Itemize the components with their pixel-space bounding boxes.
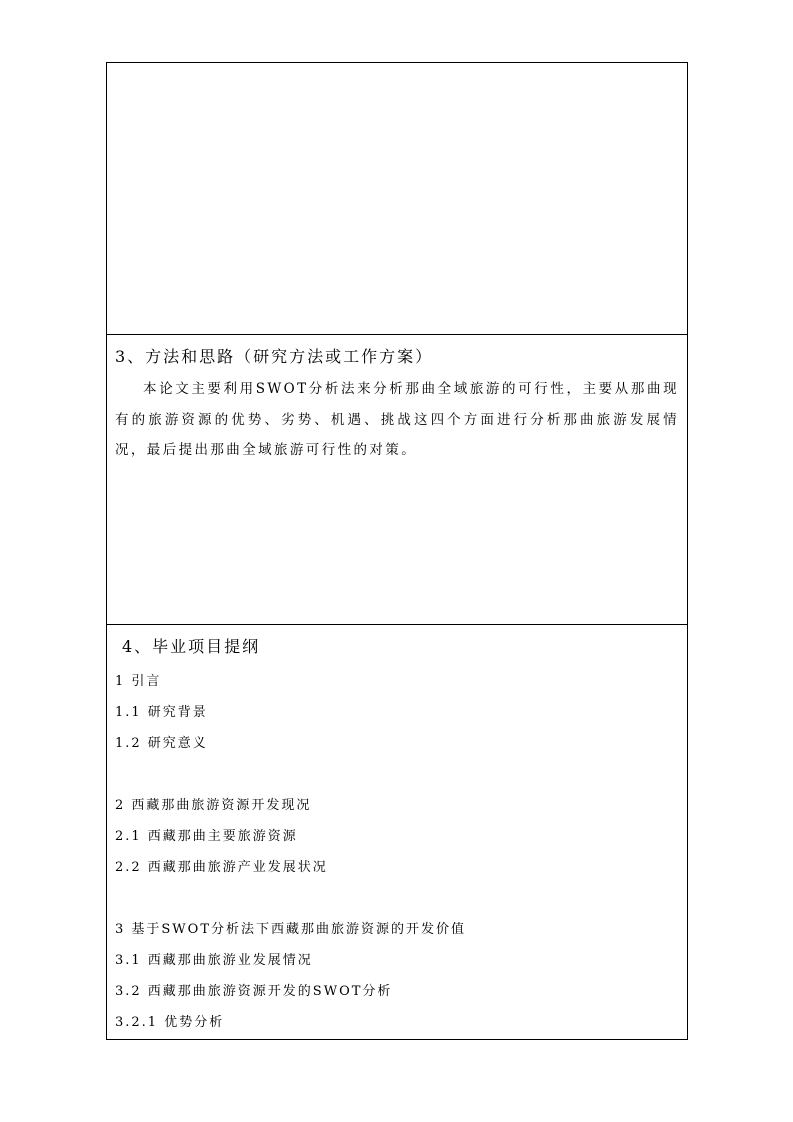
outline-item: 3.2.1 优势分析 (115, 1015, 225, 1030)
method-heading: 3、方法和思路（研究方法或工作方案） (115, 347, 434, 366)
outline-item: 2.2 西藏那曲旅游产业发展状况 (115, 860, 328, 875)
proposal-table (106, 62, 688, 1040)
method-paragraph: 本论文主要利用SWOT分析法来分析那曲全域旅游的可行性，主要从那曲现有的旅游资源的优势、劣势、机遇、挑战这四个方面进行分析那曲旅游发展情况，最后提出那曲全域旅游可行性的对策。 (115, 381, 679, 458)
outline-item: 3.1 西藏那曲旅游业发展情况 (115, 953, 313, 968)
outline-item: 1.2 研究意义 (115, 736, 208, 751)
outline-list (115, 666, 679, 1038)
row-divider (107, 334, 687, 335)
outline-item: 2.1 西藏那曲主要旅游资源 (115, 829, 298, 844)
outline-item: 1.1 研究背景 (115, 705, 208, 720)
method-cell (107, 336, 687, 624)
row-divider (107, 624, 687, 625)
outline-item: 1 引言 (115, 674, 162, 689)
outline-cell (107, 626, 687, 1038)
outline-spacer (115, 883, 679, 914)
blank-cell (107, 63, 687, 334)
outline-item: 3.2 西藏那曲旅游资源开发的SWOT分析 (115, 984, 393, 999)
outline-spacer (115, 759, 679, 790)
outline-heading: 4、毕业项目提纲 (122, 637, 261, 656)
outline-item: 3 基于SWOT分析法下西藏那曲旅游资源的开发价值 (115, 922, 466, 937)
outline-item: 2 西藏那曲旅游资源开发现况 (115, 798, 312, 813)
